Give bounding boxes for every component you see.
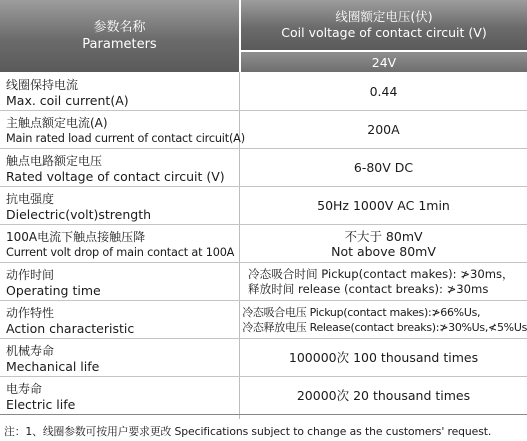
footnote: 注：1、线圈参数可按用户要求更改 Specifications subject to change as the customers' request.: [4, 425, 492, 438]
value-line: 6-80V DC: [353, 160, 414, 175]
param-name-cn: 抗电强度: [6, 191, 55, 206]
param-name-cn: 100A电流下触点接触压降: [6, 229, 146, 244]
value-line: 50Hz 1000V AC 1min: [317, 198, 450, 213]
param-name-en: Max. coil current(A): [6, 92, 129, 108]
parameters-header-en: Parameters: [82, 37, 157, 52]
voltage-value: 24V: [371, 54, 397, 70]
param-value: [240, 263, 527, 300]
parameters-header: [0, 0, 239, 72]
param-name-en: Electric life: [6, 396, 76, 412]
param-value: [240, 225, 527, 262]
table-row: [0, 111, 527, 149]
param-name-en: Current volt drop of main contact at 100A: [6, 245, 235, 259]
param-label: [0, 111, 245, 148]
value-line: 200A: [367, 122, 400, 137]
value-line: 冷态释放电压 Release(contact breaks):≯30%Us,≮5%Us: [242, 320, 527, 334]
param-name-cn: 线圈保持电流: [6, 77, 79, 92]
param-value: [240, 149, 527, 186]
table-row: [0, 187, 527, 225]
parameters-header-cn: 参数名称: [93, 20, 146, 35]
param-name-en: Dielectric(volt)strength: [6, 206, 152, 222]
spec-table: [0, 73, 527, 415]
param-label: [0, 263, 240, 300]
value-line: 冷态吸合电压 Pickup(contact makes):≯66%Us,: [242, 305, 481, 319]
param-name-cn: 动作特性: [6, 305, 55, 320]
table-row: [0, 225, 527, 263]
param-name-cn: 触点电路额定电压: [6, 153, 103, 168]
param-value: [240, 187, 527, 224]
value-line: 不大于 80mV: [344, 228, 423, 244]
voltage-subheader: [241, 52, 527, 72]
value-line: 释放时间 release (contact breaks): ≯30ms: [248, 281, 489, 296]
coil-voltage-header-cn: 线圈额定电压(伏): [335, 9, 433, 24]
param-name-en: Action characteristic: [6, 320, 135, 336]
param-name-cn: 主触点额定电流(A): [6, 115, 108, 130]
param-label: [0, 187, 240, 224]
table-row: [0, 263, 527, 301]
param-name-cn: 机械寿命: [6, 343, 55, 358]
param-name-cn: 动作时间: [6, 267, 55, 282]
param-value: [236, 301, 527, 338]
param-value: [240, 111, 527, 148]
param-label: [0, 339, 240, 376]
param-value: [240, 339, 527, 376]
param-label: [0, 377, 240, 414]
param-name-en: Mechanical life: [6, 358, 100, 374]
param-label: [0, 149, 240, 186]
value-line: Not above 80mV: [331, 243, 436, 259]
param-name-en: Main rated load current of contact circuit(A): [6, 131, 245, 145]
value-line: 0.44: [369, 84, 398, 99]
table-row: [0, 377, 527, 415]
param-name-cn: 电寿命: [6, 381, 43, 396]
param-name-en: Rated voltage of contact circuit (V): [6, 168, 225, 184]
table-row: [0, 301, 527, 339]
param-label: [0, 73, 240, 110]
param-value: [240, 73, 527, 110]
param-value: [240, 377, 527, 414]
coil-voltage-header-en: Coil voltage of contact circuit (V): [281, 25, 487, 40]
param-label: [0, 225, 240, 262]
param-label: [0, 301, 236, 338]
table-row: [0, 149, 527, 187]
table-row: [0, 339, 527, 377]
value-line: 100000次 100 thousand times: [288, 350, 479, 365]
table-row: [0, 73, 527, 111]
value-line: 20000次 20 thousand times: [296, 388, 471, 403]
param-name-en: Operating time: [6, 282, 101, 298]
value-line: 冷态吸合时间 Pickup(contact makes): ≯30ms，: [248, 266, 514, 281]
coil-voltage-header: [241, 0, 527, 50]
